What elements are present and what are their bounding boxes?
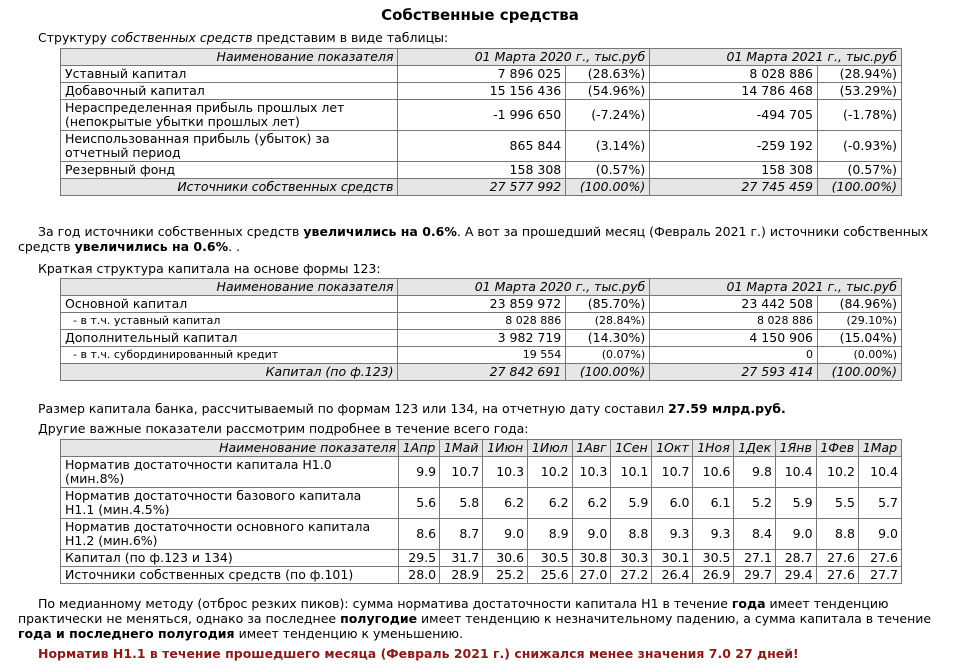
month-value: 8.6 — [399, 519, 440, 550]
value-2020: 158 308 — [398, 162, 566, 179]
row-label: Основной капитал — [61, 296, 398, 313]
value-2021: -494 705 — [650, 100, 818, 131]
month-value: 5.6 — [399, 488, 440, 519]
month-value: 9.0 — [775, 519, 816, 550]
month-value: 27.0 — [572, 567, 611, 584]
value-2020: 8 028 886 — [398, 313, 566, 330]
table-header-row — [61, 49, 902, 66]
total-row — [61, 364, 902, 381]
value-2020: 3 982 719 — [398, 330, 566, 347]
row-label: Добавочный капитал — [61, 83, 398, 100]
share-2020: (28.84%) — [566, 313, 650, 330]
table-row — [61, 567, 902, 584]
share-2020: (54.96%) — [566, 83, 650, 100]
month-value: 8.8 — [611, 519, 652, 550]
month-value: 10.4 — [775, 457, 816, 488]
month-header: 1Сен — [611, 440, 652, 457]
month-header: 1Июл — [528, 440, 573, 457]
value-2020: 865 844 — [398, 131, 566, 162]
row-label: Капитал (по ф.123 и 134) — [61, 550, 399, 567]
row-label: - в т.ч. субординированный кредит — [61, 347, 398, 364]
column-header: Наименование показателя — [61, 49, 398, 66]
total-label: Капитал (по ф.123) — [61, 364, 398, 381]
month-value: 28.9 — [440, 567, 483, 584]
month-value: 9.9 — [399, 457, 440, 488]
month-value: 30.5 — [693, 550, 734, 567]
month-value: 5.2 — [734, 488, 775, 519]
row-label: Источники собственных средств (по ф.101) — [61, 567, 399, 584]
month-value: 10.7 — [652, 457, 693, 488]
month-value: 26.4 — [652, 567, 693, 584]
share-2021: (-1.78%) — [817, 100, 901, 131]
share-2020: (0.57%) — [566, 162, 650, 179]
month-value: 5.9 — [611, 488, 652, 519]
month-value: 27.7 — [858, 567, 901, 584]
share-2021: (15.04%) — [817, 330, 901, 347]
table-row — [61, 296, 902, 313]
share-2021: (29.10%) — [817, 313, 901, 330]
month-value: 5.7 — [858, 488, 901, 519]
column-header: Наименование показателя — [61, 279, 398, 296]
month-value: 6.2 — [528, 488, 573, 519]
table-row — [61, 66, 902, 83]
total-2020: 27 842 691 — [398, 364, 566, 381]
value-2020: 23 859 972 — [398, 296, 566, 313]
table-row — [61, 131, 902, 162]
table-row — [61, 519, 902, 550]
month-value: 30.8 — [572, 550, 611, 567]
table-row — [61, 162, 902, 179]
total-2021: 27 745 459 — [650, 179, 818, 196]
table-row — [61, 347, 902, 364]
value-2021: 4 150 906 — [650, 330, 818, 347]
row-label: Неиспользованная прибыль (убыток) за отчетный период — [61, 131, 398, 162]
month-value: 30.1 — [652, 550, 693, 567]
month-value: 10.3 — [572, 457, 611, 488]
total-share-2021: (100.00%) — [817, 364, 901, 381]
total-share-2021: (100.00%) — [817, 179, 901, 196]
month-value: 25.6 — [528, 567, 573, 584]
value-2021: 8 028 886 — [650, 313, 818, 330]
row-label: - в т.ч. уставный капитал — [61, 313, 398, 330]
month-value: 6.2 — [483, 488, 528, 519]
month-value: 30.5 — [528, 550, 573, 567]
total-2021: 27 593 414 — [650, 364, 818, 381]
table2-intro: Краткая структура капитала на основе формы 123: — [38, 261, 381, 276]
table-row — [61, 330, 902, 347]
row-label: Резервный фонд — [61, 162, 398, 179]
capital-structure-table — [60, 278, 902, 381]
month-value: 28.0 — [399, 567, 440, 584]
month-header: 1Мар — [858, 440, 901, 457]
share-2021: (84.96%) — [817, 296, 901, 313]
value-2021: 14 786 468 — [650, 83, 818, 100]
month-value: 9.3 — [652, 519, 693, 550]
month-header: 1Апр — [399, 440, 440, 457]
section-title: Собственные средства — [381, 6, 579, 24]
month-value: 5.8 — [440, 488, 483, 519]
table1-intro: Структуру собственных средств представим в виде таблицы: — [38, 30, 449, 45]
row-label: Норматив достаточности капитала Н1.0 (мин.8%) — [61, 457, 399, 488]
total-share-2020: (100.00%) — [566, 179, 650, 196]
column-header: Наименование показателя — [61, 440, 399, 457]
value-2021: 8 028 886 — [650, 66, 818, 83]
month-value: 9.8 — [734, 457, 775, 488]
table-row — [61, 457, 902, 488]
value-2020: 7 896 025 — [398, 66, 566, 83]
table-row — [61, 313, 902, 330]
share-2020: (28.63%) — [566, 66, 650, 83]
table3-intro: Другие важные показатели рассмотрим подробнее в течение всего года: — [38, 421, 529, 436]
row-label: Уставный капитал — [61, 66, 398, 83]
value-2020: 19 554 — [398, 347, 566, 364]
table-row — [61, 550, 902, 567]
column-header: 01 Марта 2021 г., тыс.руб — [650, 49, 902, 66]
month-value: 27.6 — [858, 550, 901, 567]
row-label: Дополнительный капитал — [61, 330, 398, 347]
paragraph-capital-size: Размер капитала банка, рассчитываемый по формам 123 или 134, на отчетную дату составил 27.59 млрд.руб. — [38, 401, 786, 416]
month-value: 25.2 — [483, 567, 528, 584]
month-header: 1Окт — [652, 440, 693, 457]
month-value: 6.0 — [652, 488, 693, 519]
month-value: 27.6 — [816, 567, 858, 584]
table-header-row — [61, 440, 902, 457]
column-header: 01 Марта 2020 г., тыс.руб — [398, 279, 650, 296]
month-value: 10.4 — [858, 457, 901, 488]
share-2020: (-7.24%) — [566, 100, 650, 131]
paragraph-median: По медианному методу (отброс резких пиков): сумма норматива достаточности капитала Н1 в течение года имеет тенденцию практически не меняться, однако за последнее полугодие имеет тенденцию к незначительному падению, а сумма капитала в течение года и последнего полугодия имеет тенденцию к уменьшению. — [18, 596, 932, 641]
warning-text: Норматив Н1.1 в течение прошедшего месяца (Февраль 2021 г.) снижался менее значения 7.0 27 дней! — [38, 646, 799, 661]
column-header: 01 Марта 2021 г., тыс.руб — [650, 279, 902, 296]
share-2021: (0.00%) — [817, 347, 901, 364]
share-2021: (0.57%) — [817, 162, 901, 179]
month-value: 8.4 — [734, 519, 775, 550]
paragraph-change: За год источники собственных средств увеличились на 0.6%. А вот за прошедший месяц (Февраль 2021 г.) источники собственных средств увеличились на 0.6%. . — [18, 224, 929, 254]
month-value: 9.3 — [693, 519, 734, 550]
value-2021: -259 192 — [650, 131, 818, 162]
month-value: 10.6 — [693, 457, 734, 488]
month-header: 1Фев — [816, 440, 858, 457]
value-2021: 158 308 — [650, 162, 818, 179]
share-2020: (85.70%) — [566, 296, 650, 313]
value-2020: 15 156 436 — [398, 83, 566, 100]
share-2020: (0.07%) — [566, 347, 650, 364]
row-label: Норматив достаточности основного капитала Н1.2 (мин.6%) — [61, 519, 399, 550]
share-2020: (14.30%) — [566, 330, 650, 347]
month-value: 9.0 — [572, 519, 611, 550]
month-value: 10.2 — [528, 457, 573, 488]
table-row — [61, 100, 902, 131]
total-2020: 27 577 992 — [398, 179, 566, 196]
month-value: 30.3 — [611, 550, 652, 567]
month-value: 8.9 — [528, 519, 573, 550]
month-value: 28.7 — [775, 550, 816, 567]
month-value: 27.2 — [611, 567, 652, 584]
total-label: Источники собственных средств — [61, 179, 398, 196]
month-header: 1Июн — [483, 440, 528, 457]
month-value: 6.2 — [572, 488, 611, 519]
month-value: 5.9 — [775, 488, 816, 519]
total-row — [61, 179, 902, 196]
month-header: 1Дек — [734, 440, 775, 457]
row-label: Нераспределенная прибыль прошлых лет (непокрытые убытки прошлых лет) — [61, 100, 398, 131]
share-2021: (28.94%) — [817, 66, 901, 83]
month-header: 1Ноя — [693, 440, 734, 457]
share-2021: (53.29%) — [817, 83, 901, 100]
month-value: 30.6 — [483, 550, 528, 567]
month-header: 1Май — [440, 440, 483, 457]
month-value: 9.0 — [858, 519, 901, 550]
table-header-row — [61, 279, 902, 296]
month-value: 29.7 — [734, 567, 775, 584]
table-row — [61, 83, 902, 100]
month-value: 8.8 — [816, 519, 858, 550]
value-2021: 0 — [650, 347, 818, 364]
month-value: 26.9 — [693, 567, 734, 584]
month-value: 27.1 — [734, 550, 775, 567]
table-row — [61, 488, 902, 519]
month-value: 6.1 — [693, 488, 734, 519]
value-2021: 23 442 508 — [650, 296, 818, 313]
month-header: 1Авг — [572, 440, 611, 457]
month-value: 29.5 — [399, 550, 440, 567]
month-value: 29.4 — [775, 567, 816, 584]
month-value: 10.3 — [483, 457, 528, 488]
share-2020: (3.14%) — [566, 131, 650, 162]
share-2021: (-0.93%) — [817, 131, 901, 162]
indicators-table — [60, 439, 902, 584]
month-value: 27.6 — [816, 550, 858, 567]
month-value: 10.7 — [440, 457, 483, 488]
column-header: 01 Марта 2020 г., тыс.руб — [398, 49, 650, 66]
row-label: Норматив достаточности базового капитала Н1.1 (мин.4.5%) — [61, 488, 399, 519]
month-value: 10.2 — [816, 457, 858, 488]
month-value: 8.7 — [440, 519, 483, 550]
total-share-2020: (100.00%) — [566, 364, 650, 381]
month-header: 1Янв — [775, 440, 816, 457]
month-value: 5.5 — [816, 488, 858, 519]
own-funds-table — [60, 48, 902, 196]
month-value: 31.7 — [440, 550, 483, 567]
month-value: 9.0 — [483, 519, 528, 550]
month-value: 10.1 — [611, 457, 652, 488]
value-2020: -1 996 650 — [398, 100, 566, 131]
